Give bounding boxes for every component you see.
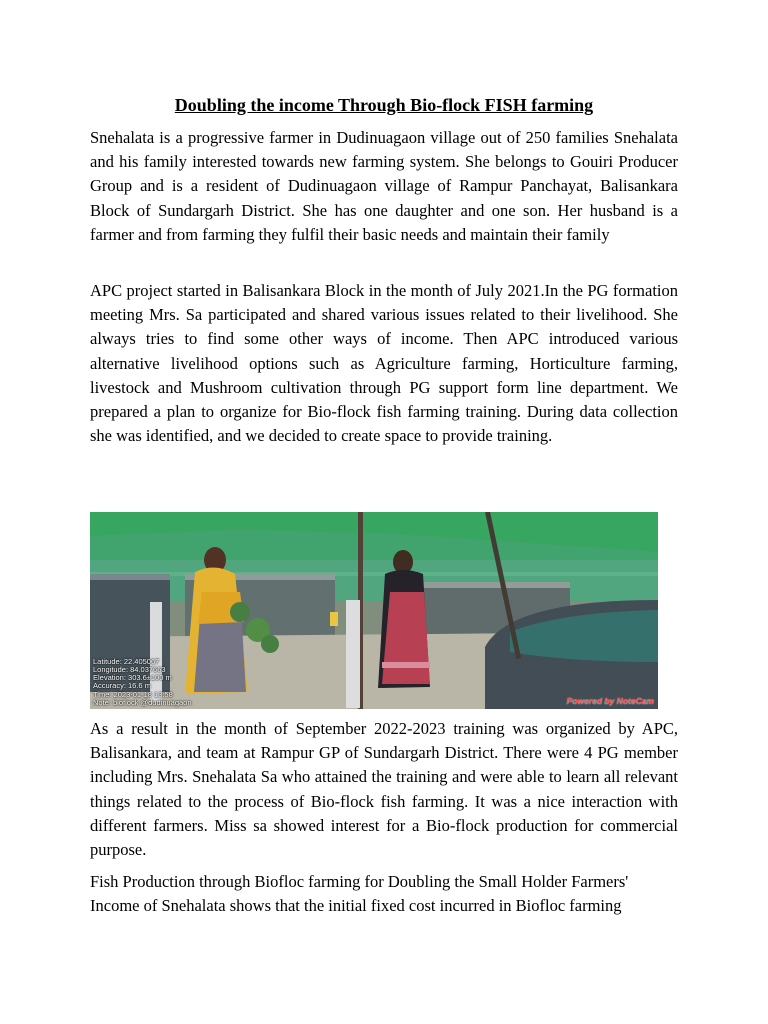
paragraph-apc-project: APC project started in Balisankara Block in the month of July 2021.In the PG formation meeting Mrs. Sa participated and shared various issues related to their livelihood. She always tries to find some other ways of income. Then APC introduced various alternative livelihood options such as Agriculture farming, Horticulture farming, livestock and Mushroom cultivation through PG support form line department. We prepared a plan to organize for Bio-flock fish farming training. During data collection she was identified, and we decided to create space to provide training. <box>90 281 678 446</box>
document-title: Doubling the income Through Bio-flock FISH farming <box>174 95 594 115</box>
biofloc-tank-photo <box>90 512 658 709</box>
geotag-line: Accuracy: 16.6 m <box>93 681 151 691</box>
geotag-line: Time: 2023-01-18 13:58 <box>93 689 173 699</box>
geotag-line: Note: bioflock @dudinuagaon <box>93 697 192 707</box>
geotag-line: Latitude: 22.405067 <box>93 656 160 666</box>
paragraph-training-result: As a result in the month of September 2022-2023 training was organized by APC, Balisankara, and team at Rampur GP of Sundargarh District. There were 4 PG member including Mrs. Snehalata Sa who attained the training and were able to learn all relevant things related to the process of Bio-flock fish farming. It was a nice interaction with different farmers. Miss sa showed interest for a Bio-flock production for commercial purpose. <box>90 719 678 860</box>
geotag-line: Longitude: 84.037663 <box>93 664 166 674</box>
photo-watermark: Powered by NoteCam <box>566 696 654 706</box>
photo-geotag-overlay <box>93 658 192 707</box>
paragraph-intro: Snehalata is a progressive farmer in Dudinuagaon village out of 250 families Snehalata and his family interested towards new farming system. She belongs to Gouiri Producer Group and is a resident of Dudinuagaon village of Rampur Panchayat, Balisankara Block of Sundargarh District. She has one daughter and one son. Her husband is a farmer and from farming they fulfil their basic needs and maintain their family <box>90 128 678 244</box>
paragraph-fish-production: Fish Production through Biofloc farming for Doubling the Small Holder Farmers' Income of Snehalata shows that the initial fixed cost incurred in Biofloc farming <box>90 872 629 916</box>
geotag-line: Elevation: 303.6±100 m <box>93 673 172 683</box>
